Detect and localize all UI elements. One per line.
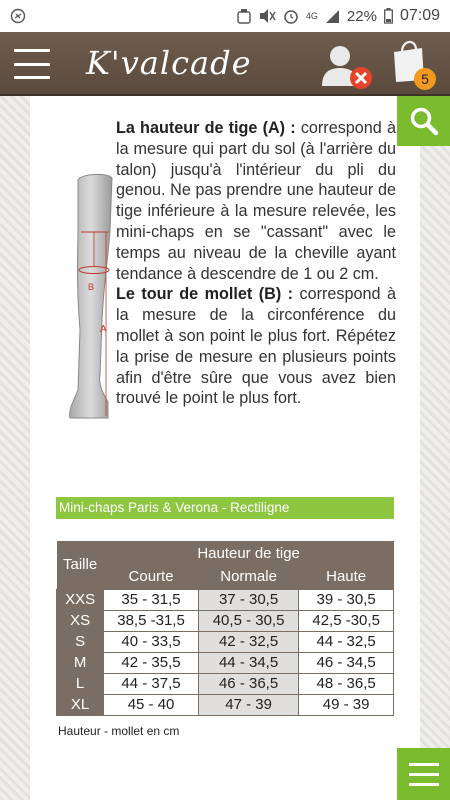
alarm-icon: [283, 8, 299, 24]
size-chart-table: [56, 541, 394, 716]
table-row: [57, 589, 394, 610]
label-a: A: [100, 324, 107, 335]
account-button[interactable]: [318, 40, 378, 92]
table-row: [57, 694, 394, 715]
value-cell: 44 - 34,5: [198, 652, 298, 673]
cart-button[interactable]: [390, 38, 440, 92]
status-bar: [0, 0, 450, 32]
floating-menu-button[interactable]: [397, 748, 450, 800]
height-text: correspond à la mesure qui part du sol (à l'arrière du talon) jusqu'à l'intérieur du pli du genou. Ne pas prendre une hauteur de tige inférieure à la mesure relevée, les mini-chaps en se "cassant" avec le temps au niveau de la cheville ayant tendance à descendre de 1 ou 2 cm.: [116, 119, 396, 283]
cart-count-badge: 5: [414, 68, 436, 90]
battery-icon: [384, 8, 393, 24]
value-cell: 44 - 32,5: [299, 631, 394, 652]
value-cell: 49 - 39: [299, 694, 394, 715]
size-cell: M: [57, 652, 104, 673]
size-cell: S: [57, 631, 104, 652]
table-row: [57, 610, 394, 631]
height-heading: La hauteur de tige (A) :: [116, 119, 296, 137]
battery-percent: 22%: [346, 7, 377, 25]
column-normale: Normale: [198, 565, 298, 589]
value-cell: 40,5 - 30,5: [198, 610, 298, 631]
table-header-row: [57, 541, 394, 565]
size-cell: L: [57, 673, 104, 694]
size-cell: XXS: [57, 589, 104, 610]
search-icon: [409, 106, 439, 136]
table-subheader-row: [57, 565, 394, 589]
hamburger-menu-button[interactable]: [14, 49, 50, 79]
column-haute: Haute: [299, 565, 394, 589]
app-notification-icon: [10, 8, 26, 24]
calf-text: correspond à la mesure de la circonférence du mollet à son point le plus fort. Répétez la prise de mesure en plusieurs points afin d'être sûre que vous avez bien trouvé le point le plus fort.: [116, 285, 396, 408]
calf-heading: Le tour de mollet (B) :: [116, 285, 294, 304]
measurement-description: [116, 118, 396, 409]
shaft-height-header: Hauteur de tige: [104, 541, 394, 565]
value-cell: 47 - 39: [198, 694, 298, 715]
mute-icon: [258, 8, 276, 24]
value-cell: 46 - 36,5: [198, 673, 298, 694]
value-cell: 42 - 35,5: [104, 652, 199, 673]
user-logged-out-icon: [318, 40, 378, 92]
value-cell: 48 - 36,5: [299, 673, 394, 694]
value-cell: 42 - 32,5: [198, 631, 298, 652]
size-cell: XL: [57, 694, 104, 715]
brand-logo[interactable]: K'valcade: [86, 44, 252, 82]
boot-illustration: [64, 170, 116, 420]
saver-icon: [237, 8, 251, 24]
size-column-header: Taille: [57, 541, 104, 589]
page-background-left: [0, 96, 30, 800]
column-courte: Courte: [104, 565, 199, 589]
table-note: Hauteur - mollet en cm: [58, 724, 180, 738]
product-banner: Mini-chaps Paris & Verona - Rectiligne: [56, 497, 394, 519]
value-cell: 38,5 -31,5: [104, 610, 199, 631]
value-cell: 35 - 31,5: [104, 589, 199, 610]
value-cell: 37 - 30,5: [198, 589, 298, 610]
value-cell: 42,5 -30,5: [299, 610, 394, 631]
table-row: [57, 631, 394, 652]
search-button[interactable]: [397, 96, 450, 146]
label-b: B: [88, 282, 95, 292]
value-cell: 44 - 37,5: [104, 673, 199, 694]
signal-icon: [325, 9, 340, 24]
table-row: [57, 652, 394, 673]
value-cell: 40 - 33,5: [104, 631, 199, 652]
page-background-right: [420, 96, 450, 800]
value-cell: 45 - 40: [104, 694, 199, 715]
network-type: 4G: [305, 11, 318, 21]
clock: 07:09: [399, 7, 440, 24]
value-cell: 39 - 30,5: [299, 589, 394, 610]
table-row: [57, 673, 394, 694]
size-cell: XS: [57, 610, 104, 631]
site-header: [0, 32, 450, 96]
value-cell: 46 - 34,5: [299, 652, 394, 673]
